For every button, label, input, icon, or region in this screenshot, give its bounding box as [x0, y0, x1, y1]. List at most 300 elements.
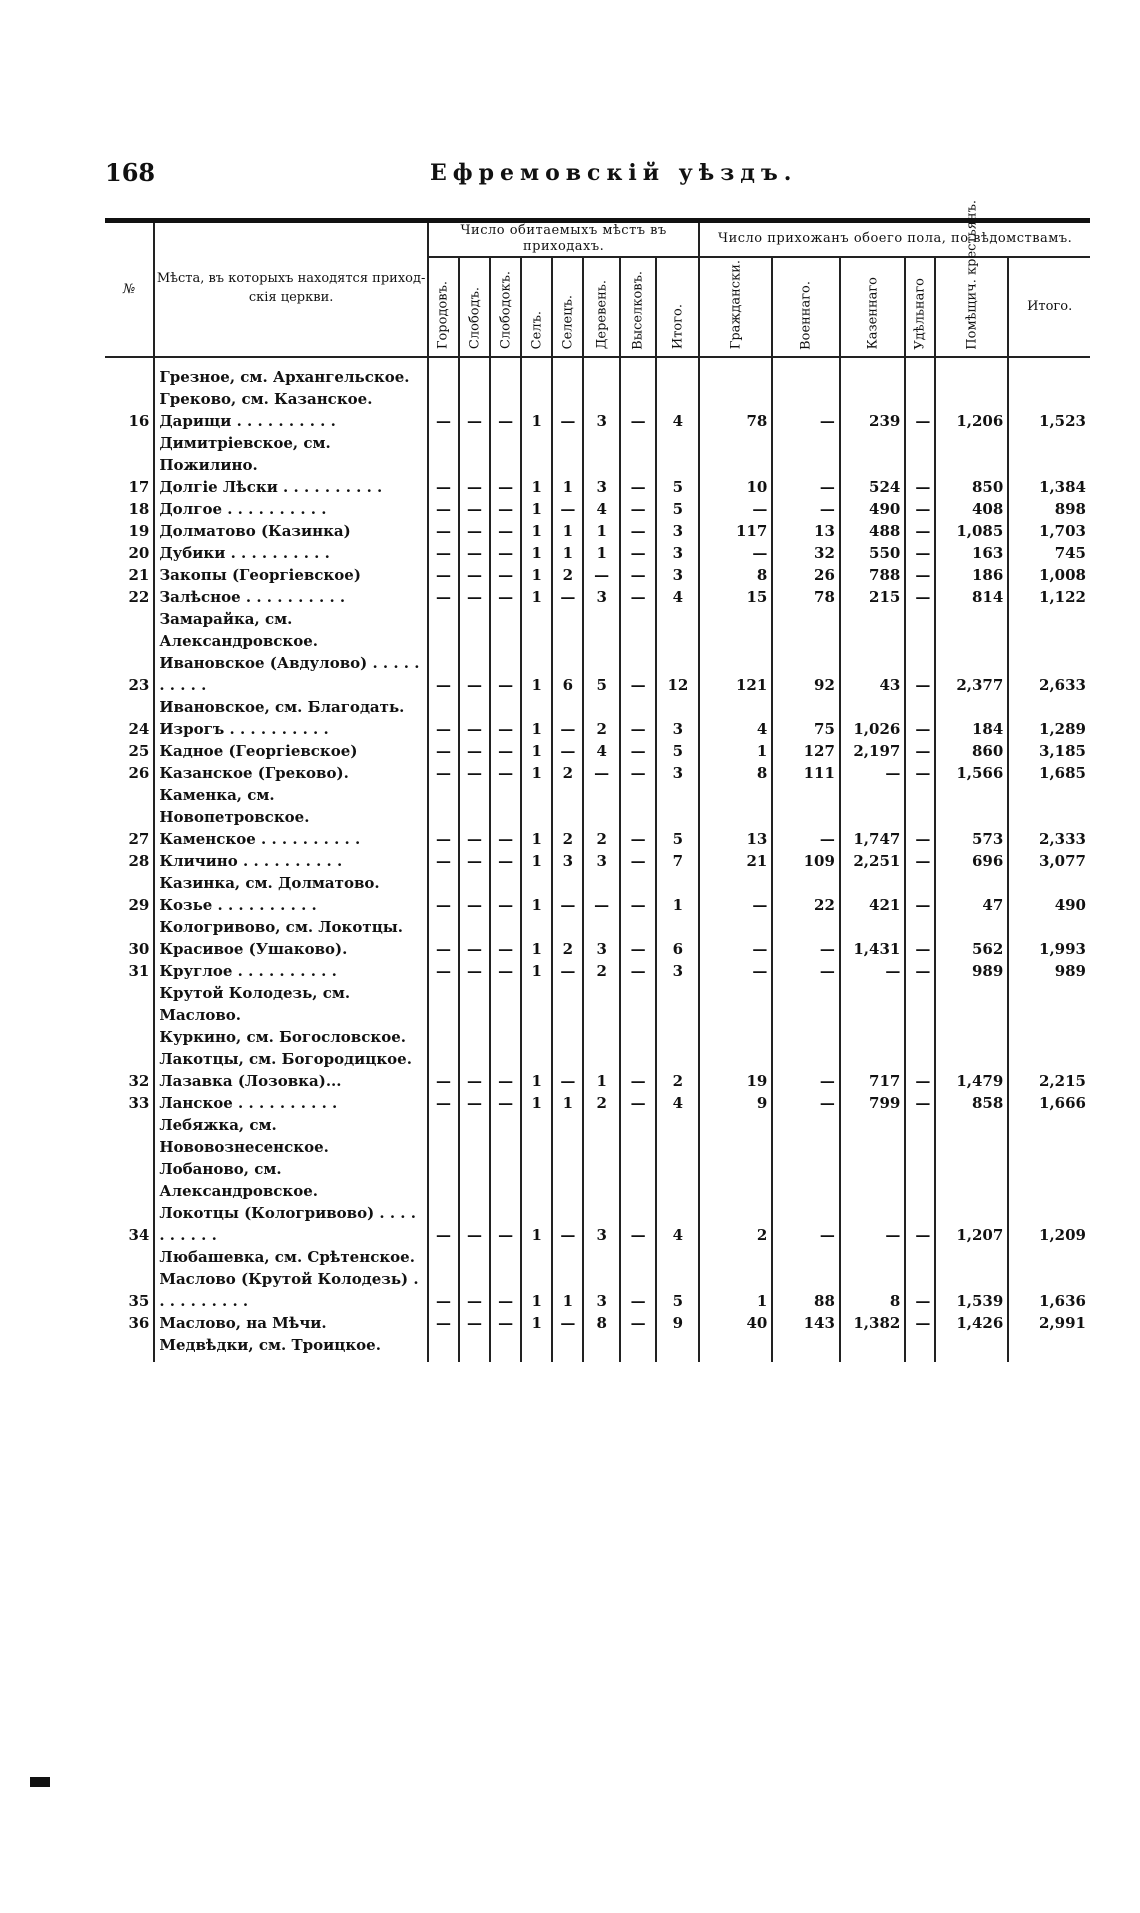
cell-value — [905, 608, 935, 652]
cell-value: 1,085 — [935, 520, 1008, 542]
place-name: Маслово (Крутой Колодезь) . . . — [154, 1268, 428, 1312]
cell-value: — — [905, 652, 935, 696]
cell-value: — — [459, 894, 490, 916]
cell-value: — — [772, 410, 840, 432]
row-number: 29 — [128, 895, 150, 914]
row-number: 21 — [128, 565, 150, 584]
cell-value: — — [428, 586, 459, 608]
cell-value: — — [459, 850, 490, 872]
row-number — [105, 1114, 154, 1158]
cell-value: — — [699, 542, 772, 564]
cell-value: — — [620, 476, 656, 498]
place-name: Лакотцы, см. Богородицкое. — [154, 1048, 428, 1070]
cell-value: — — [459, 740, 490, 762]
cell-value: — — [552, 498, 583, 520]
cell-value — [1008, 1158, 1090, 1202]
table-row — [105, 410, 1090, 432]
cell-value: — — [459, 498, 490, 520]
cell-value: — — [552, 718, 583, 740]
cell-value: 4 — [699, 718, 772, 740]
cell-value: — — [772, 938, 840, 960]
cell-value: 1,207 — [935, 1202, 1008, 1246]
cell-value: — — [490, 520, 521, 542]
row-number — [105, 982, 154, 1026]
table-row — [105, 1202, 1090, 1246]
header-group-places: Число обитаемыхъ мѣстъ въ приходахъ. — [428, 221, 699, 257]
cell-value: 6 — [552, 652, 583, 696]
cell-value: — — [459, 1070, 490, 1092]
cell-value: — — [428, 1070, 459, 1092]
cell-value: — — [490, 410, 521, 432]
place-name: Лазавка (Лозовка)... — [154, 1070, 428, 1092]
cell-value — [1008, 872, 1090, 894]
cell-value — [620, 784, 656, 828]
cell-value — [521, 432, 552, 476]
cell-value: 1 — [521, 498, 552, 520]
cell-value: 19 — [699, 1070, 772, 1092]
cell-value: 850 — [935, 476, 1008, 498]
cell-value — [656, 872, 699, 894]
cell-value: 40 — [699, 1312, 772, 1334]
cell-value — [772, 1158, 840, 1202]
cell-value: — — [583, 564, 619, 586]
cell-value: 408 — [935, 498, 1008, 520]
col-header-seltsa: Селецъ. — [552, 257, 583, 357]
cell-value — [459, 1048, 490, 1070]
cell-value — [521, 388, 552, 410]
cell-value — [552, 357, 583, 388]
cell-value: — — [490, 1092, 521, 1114]
cell-value: 421 — [840, 894, 905, 916]
cell-value — [699, 1026, 772, 1048]
cell-value — [490, 388, 521, 410]
cell-value: 109 — [772, 850, 840, 872]
cell-value: — — [428, 828, 459, 850]
col-header-hamlets: Деревень. — [583, 257, 619, 357]
cell-value: — — [459, 476, 490, 498]
cell-value: — — [459, 564, 490, 586]
cell-value: 1 — [552, 542, 583, 564]
cell-value: — — [428, 1202, 459, 1246]
col-header-military: Военнаго. — [772, 257, 840, 357]
header-number: № — [105, 221, 154, 357]
cell-value: — — [490, 740, 521, 762]
place-name: Изрогъ . . . — [154, 718, 428, 740]
cell-value: — — [620, 586, 656, 608]
table-row — [105, 388, 1090, 410]
cell-value — [552, 696, 583, 718]
cell-value — [552, 916, 583, 938]
cell-value — [428, 1246, 459, 1268]
cell-value — [459, 1114, 490, 1158]
cell-value — [521, 608, 552, 652]
place-name: Кличино . . . — [154, 850, 428, 872]
cell-value: — — [905, 850, 935, 872]
cell-value: — — [552, 586, 583, 608]
place-name: Маслово, на Мѣчи. — [154, 1312, 428, 1334]
place-name: Каменка, см. Новопетровское. — [154, 784, 428, 828]
cell-value — [935, 1048, 1008, 1070]
cell-value: — — [428, 1092, 459, 1114]
cell-value: — — [428, 762, 459, 784]
row-number: 24 — [128, 719, 150, 738]
cell-value: — — [620, 850, 656, 872]
cell-value — [428, 608, 459, 652]
row-number: 16 — [128, 411, 150, 430]
cell-value: — — [428, 740, 459, 762]
page-number: 168 — [105, 158, 156, 187]
cell-value — [583, 608, 619, 652]
cell-value — [699, 1048, 772, 1070]
cell-value: 3 — [552, 850, 583, 872]
cell-value: 799 — [840, 1092, 905, 1114]
cell-value — [620, 872, 656, 894]
cell-value: 2,197 — [840, 740, 905, 762]
row-number: 34 — [128, 1225, 150, 1244]
cell-value — [656, 1026, 699, 1048]
table-row — [105, 850, 1090, 872]
table-row — [105, 1026, 1090, 1048]
cell-value: — — [905, 1312, 935, 1334]
cell-value — [840, 916, 905, 938]
cell-value: 8 — [699, 564, 772, 586]
cell-value — [552, 784, 583, 828]
cell-value: 1 — [521, 586, 552, 608]
cell-value — [699, 432, 772, 476]
place-name: Залѣсное . . . — [154, 586, 428, 608]
place-name: Димитріевское, см. Пожилино. — [154, 432, 428, 476]
cell-value — [552, 1158, 583, 1202]
cell-value: 26 — [772, 564, 840, 586]
table-row — [105, 740, 1090, 762]
table-row — [105, 938, 1090, 960]
cell-value — [620, 1158, 656, 1202]
table-row — [105, 1092, 1090, 1114]
table-row — [105, 960, 1090, 982]
cell-value: 1 — [552, 476, 583, 498]
cell-value: 2 — [583, 960, 619, 982]
cell-value: 5 — [656, 740, 699, 762]
cell-value — [552, 388, 583, 410]
cell-value — [905, 784, 935, 828]
cell-value: 2 — [699, 1202, 772, 1246]
cell-value — [459, 432, 490, 476]
table-row — [105, 982, 1090, 1026]
cell-value — [583, 872, 619, 894]
cell-value — [656, 608, 699, 652]
cell-value: 143 — [772, 1312, 840, 1334]
cell-value: — — [552, 960, 583, 982]
cell-value — [620, 1246, 656, 1268]
cell-value — [620, 1334, 656, 1362]
cell-value: 127 — [772, 740, 840, 762]
cell-value: 2,377 — [935, 652, 1008, 696]
cell-value: 1,566 — [935, 762, 1008, 784]
cell-value: 1,703 — [1008, 520, 1090, 542]
cell-value: — — [905, 960, 935, 982]
cell-value: — — [552, 1070, 583, 1092]
cell-value: — — [905, 476, 935, 498]
cell-value: — — [490, 960, 521, 982]
cell-value: — — [699, 498, 772, 520]
cell-value — [490, 1158, 521, 1202]
cell-value: — — [840, 1202, 905, 1246]
cell-value — [552, 872, 583, 894]
cell-value: — — [905, 1092, 935, 1114]
cell-value: 8 — [840, 1268, 905, 1312]
cell-value — [699, 1334, 772, 1362]
col-header-places-total: Итого. — [656, 257, 699, 357]
cell-value — [1008, 784, 1090, 828]
cell-value — [840, 388, 905, 410]
cell-value: 7 — [656, 850, 699, 872]
cell-value: 1,523 — [1008, 410, 1090, 432]
cell-value: 3 — [656, 542, 699, 564]
cell-value: — — [620, 740, 656, 762]
cell-value — [428, 696, 459, 718]
place-name: Локотцы (Кологривово) . . . — [154, 1202, 428, 1246]
cell-value — [459, 1026, 490, 1048]
cell-value — [656, 1158, 699, 1202]
cell-value — [840, 982, 905, 1026]
table-row — [105, 916, 1090, 938]
cell-value: 9 — [656, 1312, 699, 1334]
cell-value: — — [840, 960, 905, 982]
cell-value: — — [905, 410, 935, 432]
table-row — [105, 432, 1090, 476]
row-number: 22 — [128, 587, 150, 606]
cell-value: — — [428, 938, 459, 960]
place-name: Кологривово, см. Локотцы. — [154, 916, 428, 938]
cell-value — [459, 357, 490, 388]
cell-value — [620, 1048, 656, 1070]
cell-value: 2 — [583, 718, 619, 740]
row-number — [105, 872, 154, 894]
cell-value: — — [552, 1202, 583, 1246]
cell-value: 184 — [935, 718, 1008, 740]
cell-value — [840, 1026, 905, 1048]
cell-value — [620, 696, 656, 718]
cell-value: 3 — [583, 850, 619, 872]
place-name: Лобаново, см. Александровское. — [154, 1158, 428, 1202]
cell-value: — — [490, 894, 521, 916]
cell-value — [521, 872, 552, 894]
cell-value: — — [459, 938, 490, 960]
table-row — [105, 1114, 1090, 1158]
cell-value — [490, 1048, 521, 1070]
cell-value: — — [905, 740, 935, 762]
cell-value: 2,215 — [1008, 1070, 1090, 1092]
cell-value — [772, 608, 840, 652]
cell-value — [840, 1246, 905, 1268]
cell-value: 1,993 — [1008, 938, 1090, 960]
cell-value — [490, 1114, 521, 1158]
header-group-parishioners: Число прихожанъ обоего пола, по вѣдомствамъ. — [699, 221, 1090, 257]
cell-value: — — [428, 498, 459, 520]
cell-value — [583, 1158, 619, 1202]
cell-value — [459, 1334, 490, 1362]
cell-value: — — [620, 828, 656, 850]
place-name: Долгое . . . — [154, 498, 428, 520]
table-row — [105, 564, 1090, 586]
cell-value: 1,122 — [1008, 586, 1090, 608]
cell-value — [459, 872, 490, 894]
cell-value — [772, 784, 840, 828]
cell-value — [521, 1026, 552, 1048]
place-name: Долгіе Лѣски . . . — [154, 476, 428, 498]
row-number — [105, 388, 154, 410]
cell-value — [1008, 1246, 1090, 1268]
cell-value: — — [772, 960, 840, 982]
cell-value: 92 — [772, 652, 840, 696]
row-number — [105, 357, 154, 388]
cell-value: 3 — [583, 410, 619, 432]
cell-value — [656, 357, 699, 388]
cell-value: — — [772, 476, 840, 498]
cell-value — [699, 872, 772, 894]
cell-value: — — [552, 740, 583, 762]
row-number — [105, 696, 154, 718]
cell-value: — — [905, 828, 935, 850]
cell-value — [1008, 608, 1090, 652]
cell-value: — — [620, 498, 656, 520]
cell-value — [583, 1026, 619, 1048]
cell-value — [905, 1246, 935, 1268]
cell-value — [772, 357, 840, 388]
cell-value: — — [699, 938, 772, 960]
cell-value: — — [459, 520, 490, 542]
cell-value: 1 — [521, 410, 552, 432]
cell-value: 1 — [552, 1268, 583, 1312]
cell-value: 488 — [840, 520, 905, 542]
cell-value: 3 — [656, 762, 699, 784]
place-name: Казинка, см. Долматово. — [154, 872, 428, 894]
cell-value — [905, 1114, 935, 1158]
row-number — [105, 1026, 154, 1048]
cell-value: 1 — [521, 1070, 552, 1092]
table-row — [105, 718, 1090, 740]
cell-value: 1,206 — [935, 410, 1008, 432]
cell-value — [699, 1158, 772, 1202]
cell-value — [1008, 1048, 1090, 1070]
cell-value — [699, 1246, 772, 1268]
cell-value: 5 — [656, 498, 699, 520]
cell-value — [428, 1114, 459, 1158]
cell-value — [935, 982, 1008, 1026]
cell-value — [552, 1114, 583, 1158]
row-number: 26 — [128, 763, 150, 782]
cell-value: — — [428, 542, 459, 564]
cell-value: 573 — [935, 828, 1008, 850]
cell-value — [459, 784, 490, 828]
cell-value — [583, 784, 619, 828]
cell-value: — — [620, 938, 656, 960]
cell-value: — — [620, 564, 656, 586]
cell-value — [490, 608, 521, 652]
cell-value: — — [905, 718, 935, 740]
cell-value: 32 — [772, 542, 840, 564]
cell-value — [1008, 432, 1090, 476]
cell-value — [583, 1334, 619, 1362]
cell-value: 858 — [935, 1092, 1008, 1114]
cell-value — [521, 982, 552, 1026]
place-name: Дубики . . . — [154, 542, 428, 564]
cell-value — [428, 1026, 459, 1048]
cell-value — [490, 1334, 521, 1362]
cell-value — [490, 1246, 521, 1268]
cell-value: — — [840, 762, 905, 784]
row-number: 28 — [128, 851, 150, 870]
cell-value — [620, 432, 656, 476]
cell-value — [772, 1114, 840, 1158]
cell-value: 562 — [935, 938, 1008, 960]
cell-value: 8 — [583, 1312, 619, 1334]
table-row — [105, 1070, 1090, 1092]
place-name: Куркино, см. Богословское. — [154, 1026, 428, 1048]
row-number: 27 — [128, 829, 150, 848]
cell-value: 490 — [840, 498, 905, 520]
cell-value — [656, 696, 699, 718]
cell-value: — — [459, 1312, 490, 1334]
cell-value: 2 — [656, 1070, 699, 1092]
cell-value — [699, 982, 772, 1026]
row-number: 18 — [128, 499, 150, 518]
cell-value — [772, 432, 840, 476]
cell-value: 1,431 — [840, 938, 905, 960]
cell-value: — — [490, 938, 521, 960]
cell-value — [840, 608, 905, 652]
cell-value: 5 — [583, 652, 619, 696]
cell-value: 15 — [699, 586, 772, 608]
row-number — [105, 608, 154, 652]
cell-value — [428, 1334, 459, 1362]
cell-value: 1,289 — [1008, 718, 1090, 740]
cell-value: — — [428, 1268, 459, 1312]
parish-table — [105, 199, 1090, 1362]
cell-value — [935, 916, 1008, 938]
col-header-vyselki: Выселковъ. — [620, 257, 656, 357]
cell-value: 1,384 — [1008, 476, 1090, 498]
place-name: Любашевка, см. Срѣтенское. — [154, 1246, 428, 1268]
cell-value — [459, 916, 490, 938]
cell-value — [583, 357, 619, 388]
header-place: Мѣста, въ которыхъ находятся приход-скія церкви. — [154, 221, 428, 357]
cell-value — [620, 388, 656, 410]
cell-value: 163 — [935, 542, 1008, 564]
cell-value — [620, 982, 656, 1026]
cell-value: — — [459, 410, 490, 432]
cell-value: — — [428, 894, 459, 916]
cell-value — [428, 432, 459, 476]
cell-value: 3 — [583, 1268, 619, 1312]
page-header — [0, 158, 1140, 188]
place-name: Медвѣдки, см. Троицкое. — [154, 1334, 428, 1362]
cell-value: — — [459, 960, 490, 982]
cell-value — [583, 388, 619, 410]
cell-value — [840, 784, 905, 828]
cell-value: — — [459, 652, 490, 696]
place-name: Казанское (Греково). — [154, 762, 428, 784]
cell-value — [620, 916, 656, 938]
cell-value — [905, 1158, 935, 1202]
cell-value: — — [490, 564, 521, 586]
row-number: 33 — [128, 1093, 150, 1112]
cell-value: 1 — [521, 652, 552, 696]
cell-value: 2 — [552, 938, 583, 960]
cell-value — [905, 916, 935, 938]
table-row — [105, 872, 1090, 894]
table-row — [105, 1158, 1090, 1202]
